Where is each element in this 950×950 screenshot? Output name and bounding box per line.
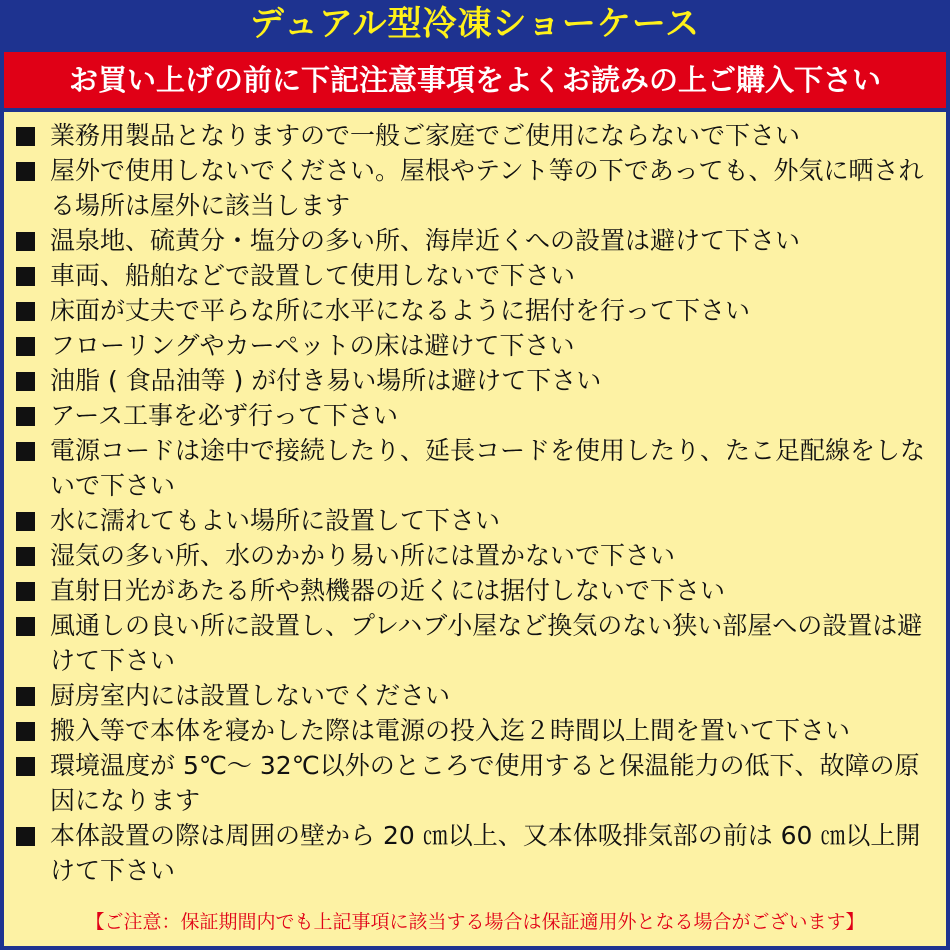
list-item (16, 748, 944, 818)
subtitle-banner: お買い上げの前に下記注意事項をよくお読みの上ご購入下さい (4, 52, 946, 108)
page-title: デュアル型冷凍ショーケース (0, 0, 950, 48)
list-item (16, 153, 944, 223)
list-item (16, 678, 944, 713)
square-bullet-icon (16, 162, 35, 181)
list-item (16, 818, 944, 888)
list-item-text: 本体設置の際は周囲の壁から 20 ㎝以上、又本体吸排気部の前は 60 ㎝以上開けて下さい (50, 821, 921, 885)
list-item-text: 環境温度が 5℃～ 32℃以外のところで使用すると保温能力の低下、故障の原因になります (50, 751, 920, 815)
square-bullet-icon (16, 687, 35, 706)
list-item-text: 搬入等で本体を寝かした際は電源の投入迄２時間以上間を置いて下さい (50, 716, 851, 745)
list-item (16, 118, 944, 153)
list-item-text: 温泉地、硫黄分・塩分の多い所、海岸近くへの設置は避けて下さい (50, 226, 801, 255)
list-item-text: 床面が丈夫で平らな所に水平になるように据付を行って下さい (50, 296, 751, 325)
list-item (16, 328, 944, 363)
list-item (16, 538, 944, 573)
square-bullet-icon (16, 372, 35, 391)
list-item-text: 水に濡れてもよい場所に設置して下さい (50, 506, 501, 535)
square-bullet-icon (16, 267, 35, 286)
square-bullet-icon (16, 407, 35, 426)
square-bullet-icon (16, 827, 35, 846)
list-item (16, 608, 944, 678)
notice-list (16, 118, 944, 888)
list-item-text: 油脂 ( 食品油等 ) が付き易い場所は避けて下さい (50, 366, 602, 395)
list-item-text: 車両、船舶などで設置して使用しないで下さい (50, 261, 576, 290)
list-item (16, 433, 944, 503)
list-item-text: 直射日光があたる所や熱機器の近くには据付しないで下さい (50, 576, 726, 605)
list-item-text: 屋外で使用しないでください。屋根やテント等の下であっても、外気に晒される場所は屋外に該当します (50, 156, 924, 220)
list-item (16, 363, 944, 398)
list-item (16, 258, 944, 293)
square-bullet-icon (16, 442, 35, 461)
square-bullet-icon (16, 337, 35, 356)
list-item-text: アース工事を必ず行って下さい (50, 401, 399, 430)
list-item-text: 電源コードは途中で接続したり、延長コードを使用したり、たこ足配線をしないで下さい (50, 436, 926, 500)
list-item-text: フローリングやカーペットの床は避けて下さい (50, 331, 575, 360)
warranty-note: 【ご注意：保証期間内でも上記事項に該当する場合は保証適用外となる場合がございます】 (85, 911, 865, 933)
list-item (16, 573, 944, 608)
square-bullet-icon (16, 512, 35, 531)
square-bullet-icon (16, 302, 35, 321)
list-item (16, 713, 944, 748)
list-item-text: 厨房室内には設置しないでください (50, 681, 451, 710)
list-item (16, 503, 944, 538)
list-item-text: 業務用製品となりますので一般ご家庭でご使用にならないで下さい (50, 121, 801, 150)
square-bullet-icon (16, 232, 35, 251)
list-item-text: 湿気の多い所、水のかかり易い所には置かないで下さい (50, 541, 676, 570)
list-item (16, 223, 944, 258)
list-item-text: 風通しの良い所に設置し、プレハブ小屋など換気のない狭い部屋への設置は避けて下さい (50, 611, 923, 675)
list-item (16, 293, 944, 328)
square-bullet-icon (16, 127, 35, 146)
square-bullet-icon (16, 722, 35, 741)
square-bullet-icon (16, 582, 35, 601)
notice-panel (4, 112, 946, 946)
square-bullet-icon (16, 547, 35, 566)
square-bullet-icon (16, 617, 35, 636)
list-item (16, 398, 944, 433)
square-bullet-icon (16, 757, 35, 776)
